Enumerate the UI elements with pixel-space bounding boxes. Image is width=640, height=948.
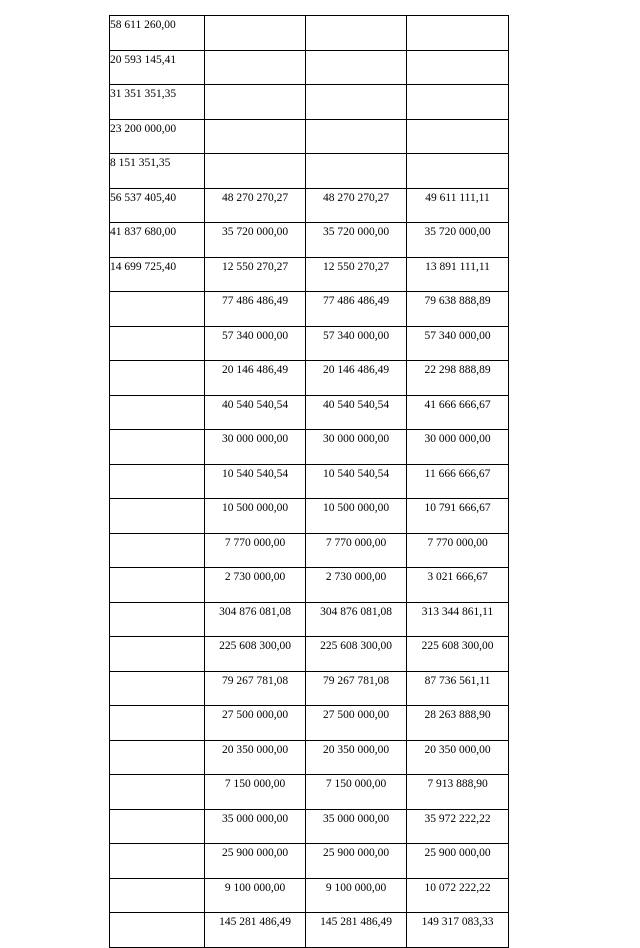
table-cell: 20 350 000,00: [407, 740, 509, 775]
table-cell: 35 000 000,00: [205, 809, 306, 844]
table-row: [110, 637, 509, 672]
table-row: [110, 775, 509, 810]
table-row: [110, 326, 509, 361]
table-row: [110, 844, 509, 879]
table-cell: 11 666 666,67: [407, 464, 509, 499]
table-row: [110, 464, 509, 499]
table-cell: 13 891 111,11: [407, 257, 509, 292]
table-cell: [110, 326, 205, 361]
table-cell: [110, 395, 205, 430]
table-cell: [205, 85, 306, 120]
table-cell: 25 900 000,00: [306, 844, 407, 879]
table-cell: 20 350 000,00: [205, 740, 306, 775]
table-cell: [110, 568, 205, 603]
table-cell: 30 000 000,00: [205, 430, 306, 465]
table-cell: 87 736 561,11: [407, 671, 509, 706]
table-cell: [110, 292, 205, 327]
table-cell: 10 791 666,67: [407, 499, 509, 534]
table-cell: 56 537 405,40: [110, 188, 205, 223]
table-cell: [205, 154, 306, 189]
table-row: [110, 50, 509, 85]
table-cell: [306, 85, 407, 120]
table-cell: [407, 16, 509, 51]
table-cell: 41 837 680,00: [110, 223, 205, 258]
table-cell: [110, 430, 205, 465]
table-cell: [407, 85, 509, 120]
table-cell: 10 072 222,22: [407, 878, 509, 913]
table-row: [110, 913, 509, 948]
table-row: [110, 533, 509, 568]
table-cell: 3 021 666,67: [407, 568, 509, 603]
table-row: [110, 568, 509, 603]
table-cell: 30 000 000,00: [306, 430, 407, 465]
table-cell: 313 344 861,11: [407, 602, 509, 637]
table-cell: 25 900 000,00: [407, 844, 509, 879]
financial-table: [109, 15, 509, 948]
table-cell: [205, 16, 306, 51]
table-cell: 12 550 270,27: [306, 257, 407, 292]
table-cell: 27 500 000,00: [205, 706, 306, 741]
table-cell: [110, 671, 205, 706]
table-cell: 225 608 300,00: [306, 637, 407, 672]
table-cell: [110, 533, 205, 568]
table-cell: 58 611 260,00: [110, 16, 205, 51]
table-cell: 7 770 000,00: [306, 533, 407, 568]
table-cell: 30 000 000,00: [407, 430, 509, 465]
table-cell: 35 720 000,00: [407, 223, 509, 258]
table-cell: 79 267 781,08: [205, 671, 306, 706]
table-cell: 77 486 486,49: [205, 292, 306, 327]
table-cell: 2 730 000,00: [306, 568, 407, 603]
table-cell: 49 611 111,11: [407, 188, 509, 223]
table-cell: 304 876 081,08: [306, 602, 407, 637]
table-cell: [407, 119, 509, 154]
table-row: [110, 706, 509, 741]
table-row: [110, 154, 509, 189]
table-cell: 304 876 081,08: [205, 602, 306, 637]
table-cell: [407, 154, 509, 189]
table-cell: 57 340 000,00: [407, 326, 509, 361]
table-cell: [110, 706, 205, 741]
table-cell: 20 146 486,49: [306, 361, 407, 396]
table-row: [110, 671, 509, 706]
table-cell: 225 608 300,00: [407, 637, 509, 672]
table-cell: 35 972 222,22: [407, 809, 509, 844]
table-cell: 149 317 083,33: [407, 913, 509, 948]
table-cell: 79 267 781,08: [306, 671, 407, 706]
table-cell: [110, 637, 205, 672]
table-body: [110, 16, 509, 948]
table-row: [110, 223, 509, 258]
table-row: [110, 499, 509, 534]
table-cell: 31 351 351,35: [110, 85, 205, 120]
table-cell: 2 730 000,00: [205, 568, 306, 603]
table-cell: 22 298 888,89: [407, 361, 509, 396]
table-cell: 9 100 000,00: [205, 878, 306, 913]
table-cell: 7 913 888,90: [407, 775, 509, 810]
table-cell: 20 350 000,00: [306, 740, 407, 775]
table-row: [110, 85, 509, 120]
table-cell: [306, 16, 407, 51]
table-cell: [110, 809, 205, 844]
table-cell: 145 281 486,49: [205, 913, 306, 948]
table-cell: 8 151 351,35: [110, 154, 205, 189]
table-cell: 35 720 000,00: [205, 223, 306, 258]
table-row: [110, 602, 509, 637]
table-cell: [205, 50, 306, 85]
table-row: [110, 878, 509, 913]
table-cell: [205, 119, 306, 154]
table-cell: 9 100 000,00: [306, 878, 407, 913]
table-cell: 10 540 540,54: [205, 464, 306, 499]
table-cell: 14 699 725,40: [110, 257, 205, 292]
table-cell: 25 900 000,00: [205, 844, 306, 879]
table-cell: [110, 602, 205, 637]
table-cell: 145 281 486,49: [306, 913, 407, 948]
table-row: [110, 809, 509, 844]
table-cell: 57 340 000,00: [306, 326, 407, 361]
table-cell: [306, 50, 407, 85]
table-cell: 7 150 000,00: [205, 775, 306, 810]
table-cell: 35 000 000,00: [306, 809, 407, 844]
table-cell: 7 150 000,00: [306, 775, 407, 810]
table-cell: 28 263 888,90: [407, 706, 509, 741]
table-cell: 40 540 540,54: [205, 395, 306, 430]
table-cell: 20 146 486,49: [205, 361, 306, 396]
table-cell: 57 340 000,00: [205, 326, 306, 361]
table-cell: 23 200 000,00: [110, 119, 205, 154]
table-cell: [407, 50, 509, 85]
table-cell: 35 720 000,00: [306, 223, 407, 258]
table-row: [110, 188, 509, 223]
table-cell: [110, 740, 205, 775]
table-row: [110, 16, 509, 51]
table-cell: [110, 775, 205, 810]
table-cell: [110, 499, 205, 534]
table-cell: 48 270 270,27: [205, 188, 306, 223]
table-row: [110, 292, 509, 327]
table-row: [110, 430, 509, 465]
table-cell: [306, 119, 407, 154]
table-cell: [110, 464, 205, 499]
table-cell: 7 770 000,00: [205, 533, 306, 568]
table-cell: 225 608 300,00: [205, 637, 306, 672]
table-cell: 40 540 540,54: [306, 395, 407, 430]
table-cell: 10 500 000,00: [306, 499, 407, 534]
table-cell: 41 666 666,67: [407, 395, 509, 430]
table-row: [110, 257, 509, 292]
table-cell: [110, 878, 205, 913]
table-cell: [306, 154, 407, 189]
table-row: [110, 361, 509, 396]
table-cell: 27 500 000,00: [306, 706, 407, 741]
table-row: [110, 395, 509, 430]
table-cell: 79 638 888,89: [407, 292, 509, 327]
table-cell: 20 593 145,41: [110, 50, 205, 85]
table-cell: 48 270 270,27: [306, 188, 407, 223]
table-row: [110, 119, 509, 154]
table-cell: [110, 844, 205, 879]
table-cell: 10 500 000,00: [205, 499, 306, 534]
table-cell: 12 550 270,27: [205, 257, 306, 292]
table-cell: 7 770 000,00: [407, 533, 509, 568]
table-row: [110, 740, 509, 775]
table-cell: [110, 361, 205, 396]
table-cell: [110, 913, 205, 948]
table-cell: 10 540 540,54: [306, 464, 407, 499]
table-cell: 77 486 486,49: [306, 292, 407, 327]
